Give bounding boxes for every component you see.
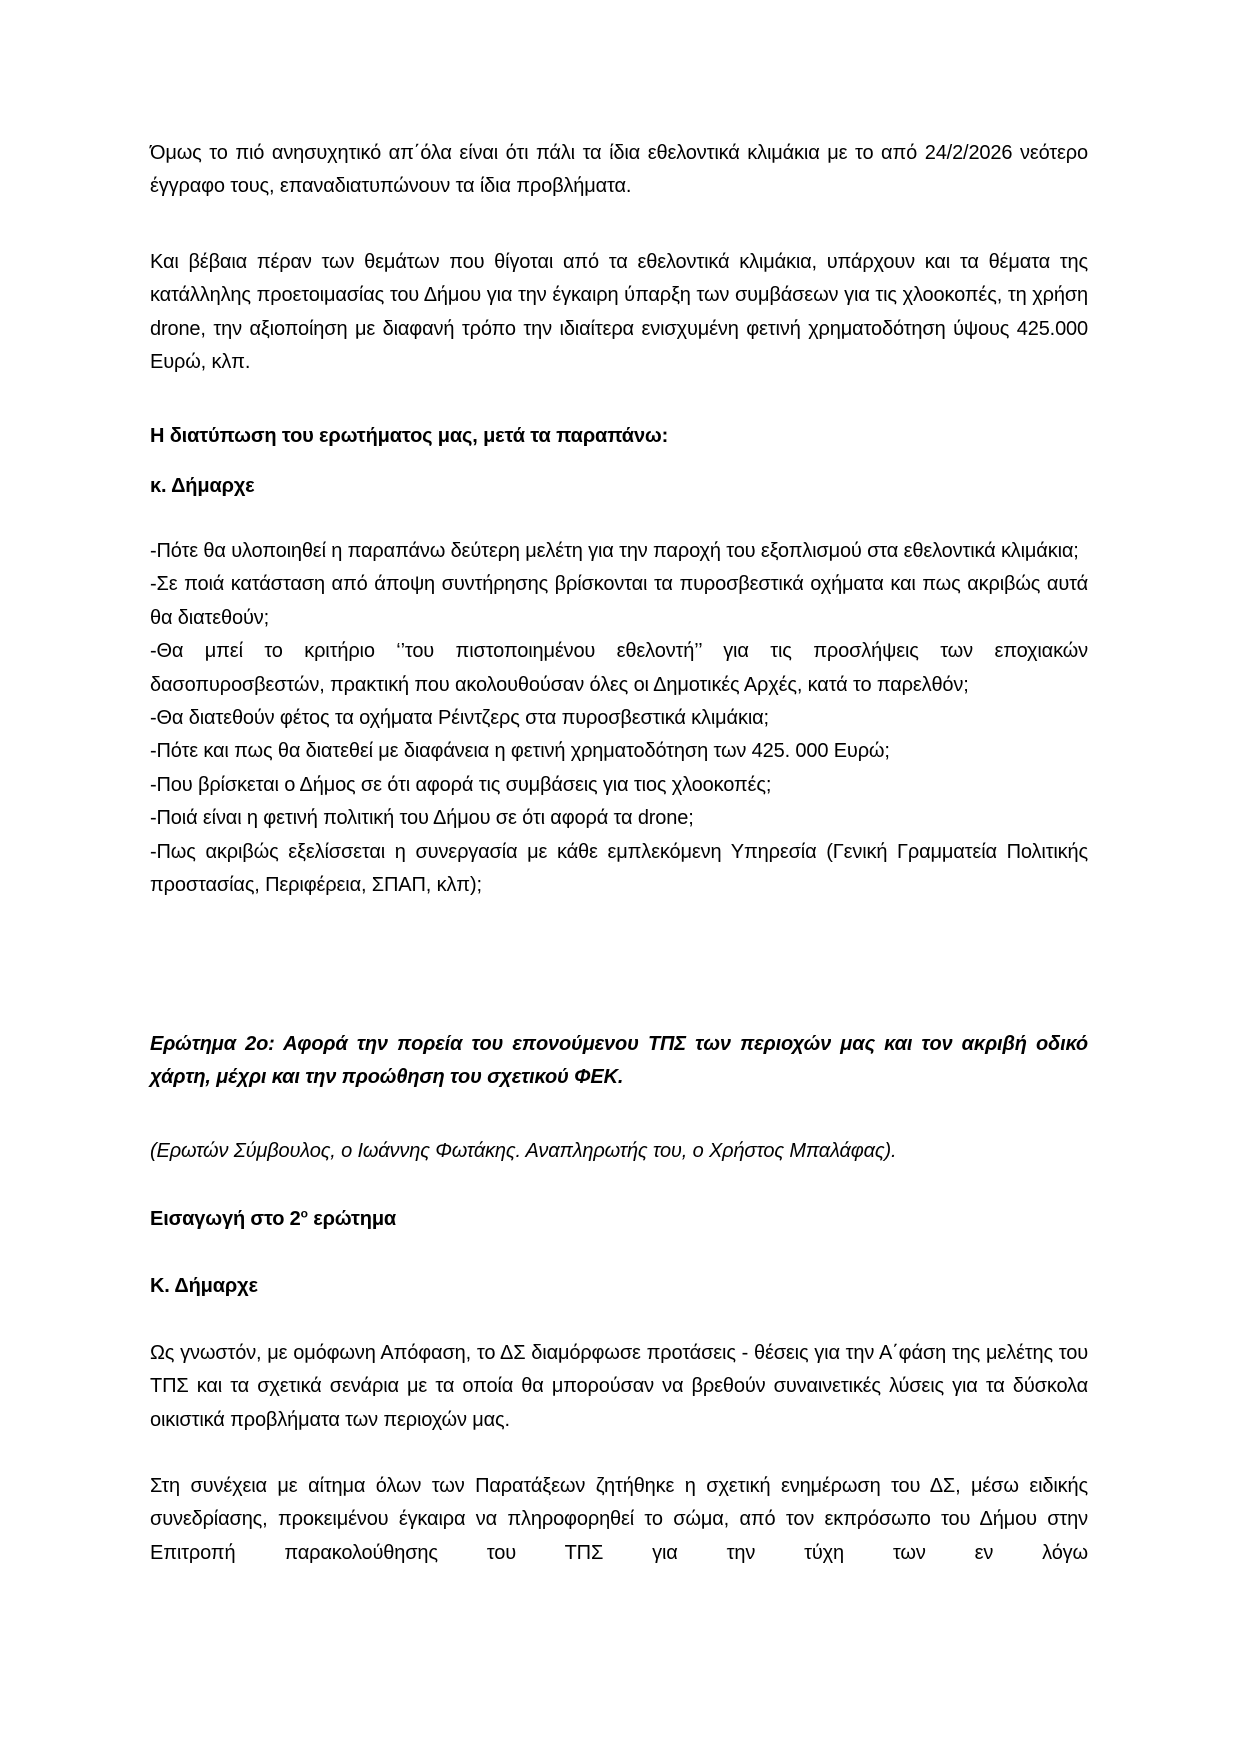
question-item: -Θα μπεί το κριτήριο ‘’του πιστοποιημένου εθελοντή’’ για τις προσλήψεις των εποχιακών δασοπυροσβεστών, πρακτική που ακολουθούσαν όλες οι Δημοτικές Αρχές, κατά το παρελθόν; [150, 640, 1088, 696]
salutation-mayor-2: Κ. Δήμαρχε [150, 1275, 258, 1297]
question-item: -Πότε θα υλοποιηθεί η παραπάνω δεύτερη μελέτη για την παροχή του εξοπλισμού στα εθελοντικά κλιμάκια; [150, 540, 1079, 562]
question-item: -Ποιά είναι η φετινή πολιτική του Δήμου σε ότι αφορά τα drone; [150, 807, 694, 830]
question-item: -Θα διατεθούν φέτος τα οχήματα Ρέιντζερς στα πυροσβεστικά κλιμάκια; [150, 707, 769, 730]
question-2-authors: (Ερωτών Σύμβουλος, ο Ιωάννης Φωτάκης. Αναπληρωτής του, ο Χρήστος Μπαλάφας). [150, 1140, 897, 1162]
question-item: -Πότε και πως θα διατεθεί με διαφάνεια η φετινή χρηματοδότηση των 425. 000 Ευρώ; [150, 740, 890, 763]
question-item: -Σε ποιά κατάσταση από άποψη συντήρησης βρίσκονται τα πυροσβεστικά οχήματα και πως ακριβώς αυτά θα διατεθούν; [150, 573, 1088, 629]
intro-heading-superscript: ο [300, 1206, 308, 1221]
intro-heading [150, 1203, 1088, 1236]
question-2-title: Ερώτημα 2ο: Αφορά την πορεία του επονούμενου ΤΠΣ των περιοχών μας και τον ακριβή οδικό χάρτη, μέχρι και την προώθηση του σχετικού ΦΕΚ. [150, 1033, 1088, 1089]
intro-heading-suffix: ερώτημα [307, 1208, 397, 1230]
intro-heading-prefix: Εισαγωγή στο 2 [150, 1208, 301, 1230]
question-heading: Η διατύπωση του ερωτήματος μας, μετά τα παραπάνω: [150, 425, 669, 447]
question-item: -Που βρίσκεται ο Δήμος σε ότι αφορά τις συμβάσεις για τιος χλοοκοπές; [150, 773, 772, 796]
salutation-mayor: κ. Δήμαρχε [150, 475, 255, 497]
questions-list [150, 535, 1088, 902]
paragraph-volunteer-concerns: Όμως το πιό ανησυχητικό απ΄όλα είναι ότι πάλι τα ίδια εθελοντικά κλιμάκια με το από 24/2/2026 νεότερο έγγραφο τους, επαναδιατυπώνουν τα ίδια προβλήματα. [150, 142, 1088, 198]
question-item: -Πως ακριβώς εξελίσσεται η συνεργασία με κάθε εμπλεκόμενη Υπηρεσία (Γενική Γραμματεία Πολιτικής προστασίας, Περιφέρεια, ΣΠΑΠ, κλπ); [150, 840, 1088, 897]
paragraph-municipal-preparation: Και βέβαια πέραν των θεμάτων που θίγοται από τα εθελοντικά κλιμάκια, υπάρχουν και τα θέματα της κατάλληλης προετοιμασίας του Δήμου για την έγκαιρη ύπαρξη των συμβάσεων για τις χλοοκοπές, τη χρήση drone, την αξιοποίηση με διαφανή τρόπο την ιδιαίτερα ενισχυμένη φετινή χρηματοδότηση ύψους 425.000 Ευρώ, κλπ. [150, 251, 1088, 374]
paragraph-tps-proposals: Ως γνωστόν, με ομόφωνη Απόφαση, το ΔΣ διαμόρφωσε προτάσεις - θέσεις για την Α΄φάση της μελέτης του ΤΠΣ και τα σχετικά σενάρια με τα οποία θα μπορούσαν να βρεθούν συναινετικές λύσεις για τα δύσκολα οικιστικά προβλήματα των περιοχών μας. [150, 1342, 1088, 1431]
paragraph-council-briefing: Στη συνέχεια με αίτημα όλων των Παρατάξεων ζητήθηκε η σχετική ενημέρωση του ΔΣ, μέσω ειδικής συνεδρίασης, προκειμένου έγκαιρα να πληροφορηθεί το σώμα, από τον εκπρόσωπο του Δήμου στην Επιτροπή παρακολούθησης του ΤΠΣ για την τύχη των εν λόγω [150, 1475, 1088, 1564]
